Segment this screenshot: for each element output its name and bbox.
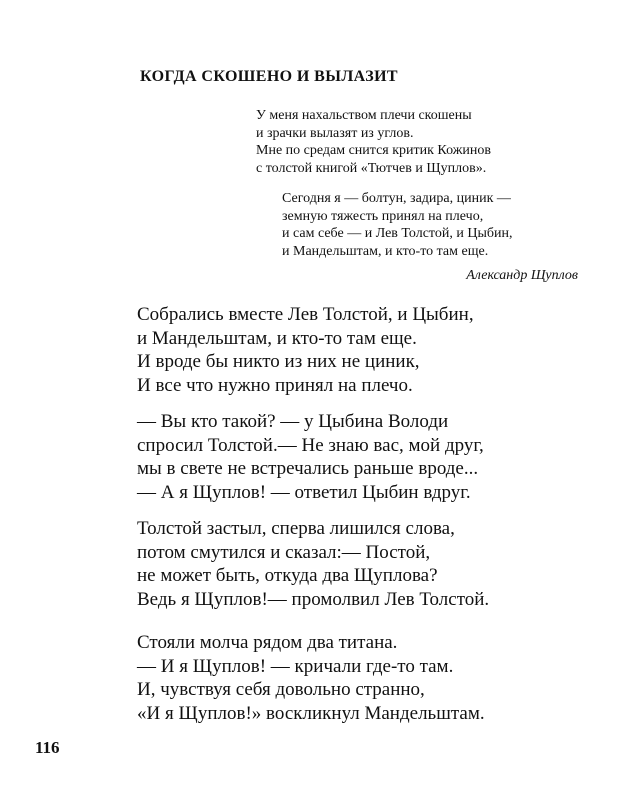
- poem-stanza-1: [137, 303, 577, 397]
- poem-line: Стояли молча рядом два титана.: [137, 632, 398, 653]
- epigraph-stanza-1: [256, 107, 586, 177]
- poem-line: И вроде бы никто из них не циник,: [137, 351, 420, 372]
- epigraph-line: Сегодня я — болтун, задира, циник —: [282, 191, 511, 206]
- epigraph-line: земную тяжесть принял на плечо,: [282, 208, 484, 224]
- poem-stanza-3: [137, 517, 577, 611]
- poem-line: «И я Щуплов!» воскликнул Мандельштам.: [137, 702, 485, 724]
- poem-line: — А я Щуплов! — ответил Цыбин вдруг.: [137, 481, 471, 503]
- epigraph-line: Мне по средам снится критик Кожинов: [256, 143, 491, 158]
- poem-stanza-4: [137, 631, 577, 725]
- poem-line: и Мандельштам, и кто-то там еще.: [137, 327, 417, 349]
- poem-line: не может быть, откуда два Щуплова?: [137, 565, 438, 586]
- poem-line: Ведь я Щуплов!— промолвил Лев Толстой.: [137, 588, 490, 610]
- poem-line: Толстой застыл, сперва лишился слова,: [137, 518, 455, 539]
- poem-line: И, чувствуя себя довольно странно,: [137, 679, 425, 700]
- poem-line: Собрались вместе Лев Толстой, и Цыбин,: [137, 304, 474, 325]
- epigraph-line: и сам себе — и Лев Толстой, и Цыбин,: [282, 226, 513, 241]
- poem-line: мы в свете не встречались раньше вроде...: [137, 458, 479, 479]
- poem-line: спросил Толстой.— Не знаю вас, мой друг,: [137, 434, 484, 456]
- poem-line: — И я Щуплов! — кричали где-то там.: [137, 655, 454, 677]
- poem-line: — Вы кто такой? — у Цыбина Володи: [137, 411, 449, 432]
- epigraph-line: и зрачки вылазят из углов.: [256, 125, 414, 141]
- epigraph-line: У меня нахальством плечи скошены: [256, 108, 472, 123]
- epigraph-line: с толстой книгой «Тютчев и Щуплов».: [256, 160, 487, 176]
- epigraph: [256, 107, 586, 285]
- poem-line: И все что нужно принял на плечо.: [137, 374, 413, 396]
- poem-line: потом смутился и сказал:— Постой,: [137, 541, 431, 563]
- page-number: 116: [35, 738, 60, 757]
- epigraph-stanza-2: [256, 190, 586, 260]
- poem-title: КОГДА СКОШЕНО И ВЫЛАЗИТ: [140, 68, 398, 85]
- epigraph-line: и Мандельштам, и кто-то там еще.: [282, 243, 489, 259]
- poem-stanza-2: [137, 410, 577, 504]
- epigraph-author: Александр Щуплов: [466, 268, 578, 283]
